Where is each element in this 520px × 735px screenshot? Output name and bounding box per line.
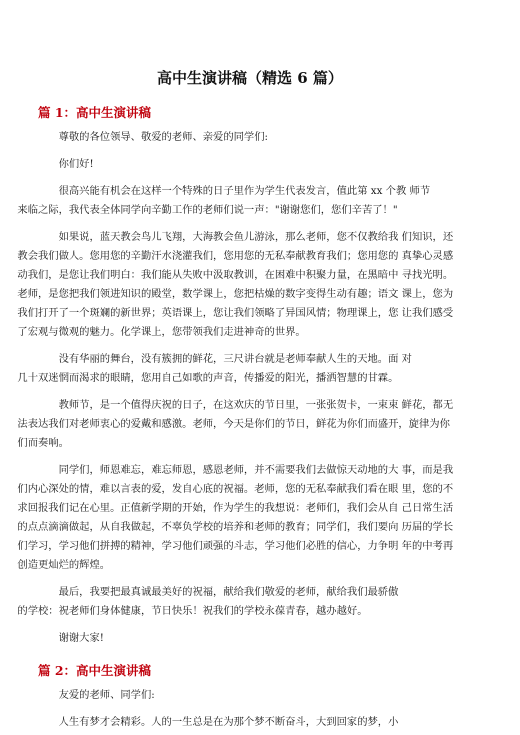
paragraph xyxy=(17,350,462,388)
paragraph-line: 谢谢大家! xyxy=(58,632,104,644)
paragraph xyxy=(38,713,462,732)
section-1-heading: 篇 1：高中生演讲稿 xyxy=(38,105,152,120)
paragraph-line: 我们打开了一个斑斓的新世界；英语课上，您让我们领略了异国风情；物理课上，您 让我们感受 xyxy=(17,307,454,319)
paragraph xyxy=(38,128,462,147)
paragraph xyxy=(38,155,462,174)
paragraph-line: 人生有梦才会精彩。人的一生总是在为那个梦不断奋斗，大到回家的梦，小 xyxy=(58,716,399,728)
paragraph-line: 求回报我们记在心里。正值新学期的开始，作为学生的我想说：老师们，我们会从自 己日常生活 xyxy=(17,502,454,514)
paragraph-line: 法表达我们对老师衷心的爱戴和感激。老师，今天是你们的节日，鲜花为你们而盛开，旋律为你 xyxy=(17,418,450,430)
paragraph xyxy=(17,583,462,621)
paragraph xyxy=(17,228,462,342)
paragraph-line: 的学校：祝老师们身体健康，节日快乐！祝我们的学校永葆青春，越办越好。 xyxy=(17,605,368,617)
document-title: 高中生演讲稿（精选 6 篇） xyxy=(157,69,343,87)
paragraph xyxy=(38,629,462,648)
paragraph-line: 动我们，是您让我们明白：我们能从失败中汲取教训，在困难中积聚力量，在黑暗中 寻找光明。 xyxy=(17,269,454,281)
paragraph-line: 创造更灿烂的辉煌。 xyxy=(17,559,111,571)
paragraph-line: 老师，是您把我们领进知识的殿堂，数学课上，您把枯燥的数字变得生动有趣；语文 课上，您为 xyxy=(17,288,454,300)
section-2-heading: 篇 2：高中生演讲稿 xyxy=(38,663,152,678)
paragraph xyxy=(38,686,462,705)
section-1-body xyxy=(17,128,462,648)
paragraph-line: 同学们，师恩难忘，难忘师恩，感恩老师，并不需要我们去做惊天动地的大 事，而是我 xyxy=(58,464,454,476)
paragraph-line: 们学习，学习他们拼搏的精神，学习他们顽强的斗志，学习他们必胜的信心，力争明 年的中考再 xyxy=(17,540,454,552)
paragraph-line: 们内心深处的情，难以言表的爱，发自心底的祝福。老师，您的无私奉献我们看在眼 里，您的不 xyxy=(17,483,454,495)
paragraph-line: 如果说，蓝天教会鸟儿飞翔，大海教会鱼儿游泳，那么老师，您不仅教给我 们知识，还 xyxy=(58,231,454,243)
paragraph xyxy=(17,182,462,220)
paragraph-line: 没有华丽的舞台，没有簇拥的鲜花，三尺讲台就是老师奉献人生的天地。面 对 xyxy=(58,353,412,365)
paragraph-line: 几十双迷惘而渴求的眼睛，您用自己如歌的声音，传播爱的阳光，播洒智慧的甘霖。 xyxy=(17,372,399,384)
paragraph-line: 教师节，是一个值得庆祝的日子，在这欢庆的节日里，一张张贺卡，一束束 鲜花，都无 xyxy=(58,399,454,411)
paragraph-line: 最后，我要把最真诚最美好的祝福，献给我们敬爱的老师，献给我们最骄傲 xyxy=(58,586,399,598)
paragraph-line: 你们好! xyxy=(58,158,94,170)
paragraph-line: 们而奏响。 xyxy=(17,437,69,449)
paragraph xyxy=(17,396,462,453)
section-2-body xyxy=(38,686,462,732)
paragraph-line: 尊敬的各位领导、敬爱的老师、亲爱的同学们: xyxy=(58,131,268,143)
paragraph-line: 了宏观与微观的魅力。化学课上，您带领我们走进神奇的世界。 xyxy=(17,326,306,338)
paragraph-line: 的点点滴滴做起，从自我做起，不辜负学校的培养和老师的教育；同学们，我们要向 历届的学长 xyxy=(17,521,454,533)
paragraph-line: 很高兴能有机会在这样一个特殊的日子里作为学生代表发言，值此第 xx 个教 师节 xyxy=(58,185,431,197)
paragraph xyxy=(17,461,462,575)
paragraph-line: 来临之际，我代表全体同学向辛勤工作的老师们说一声："谢谢您们，您们辛苦了！" xyxy=(17,204,398,216)
paragraph-line: 友爱的老师、同学们: xyxy=(58,689,155,701)
paragraph-line: 教会我们做人。您用您的辛勤汗水浇灌我们，您用您的无私奉献教育我们；您用您的 真挚心灵感 xyxy=(17,250,454,262)
